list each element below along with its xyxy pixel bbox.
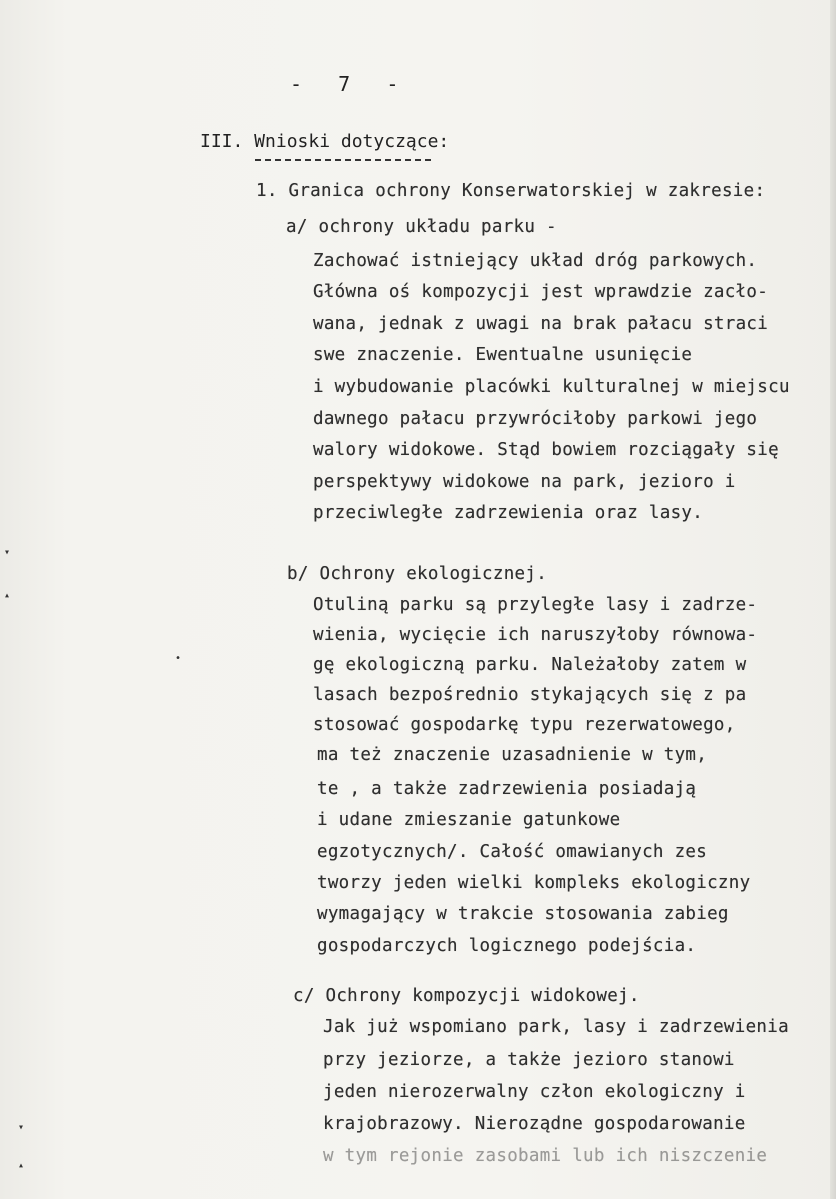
text-line: i wybudowanie placówki kulturalnej w miejscu <box>313 377 790 397</box>
text-line: perspektywy widokowe na park, jezioro i <box>313 472 736 492</box>
text-line-b: b/ Ochrony ekologicznej. <box>287 564 548 584</box>
text-line-point-1: 1. Granica ochrony Konserwatorskiej w zakresie: <box>256 181 766 201</box>
text-line: gę ekologiczną parku. Należałoby zatem w <box>313 655 747 675</box>
text-line: wana, jednak z uwagi na brak pałacu straci <box>313 314 769 334</box>
text-line: przy jeziorze, a także jezioro stanowi <box>323 1050 735 1070</box>
text-line: walory widokowe. Stąd bowiem rozciągały się <box>313 440 779 460</box>
text-line-faded: w tym rejonie zasobami lub ich niszczenie <box>323 1146 768 1166</box>
text-line: dawnego pałacu przywróciłoby parkowi jego <box>313 409 758 429</box>
page-number: - 7 - <box>290 72 399 96</box>
text-line: Zachować istniejący układ dróg parkowych. <box>313 251 758 271</box>
page-edge <box>830 0 836 1199</box>
text-line: egzotycznych/. Całość omawianych zes <box>317 842 708 862</box>
text-line: te , a także zadrzewienia posiadają <box>317 779 697 799</box>
text-line: jeden nierozerwalny człon ekologiczny i <box>323 1082 746 1102</box>
text-line-c: c/ Ochrony kompozycji widokowej. <box>293 986 640 1006</box>
text-line: stosować gospodarkę typu rezerwatowego, <box>313 715 736 735</box>
text-line: swe znaczenie. Ewentualne usunięcie <box>313 345 693 365</box>
margin-mark: ▾ <box>18 1122 25 1133</box>
margin-mark: ▴ <box>18 1160 25 1171</box>
margin-dot: • <box>175 653 182 664</box>
text-line: gospodarczych logicznego podejścia. <box>317 936 697 956</box>
text-line: Główna oś kompozycji jest wprawdzie zacło- <box>313 282 769 302</box>
text-line: i udane zmieszanie gatunkowe <box>317 810 621 830</box>
text-line: ma też znaczenie uzasadnienie w tym, <box>317 745 708 765</box>
section-heading: III. Wnioski dotyczące: <box>200 131 450 152</box>
text-line: Jak już wspomiano park, lasy i zadrzewienia <box>323 1017 789 1037</box>
heading-underline <box>255 159 431 161</box>
text-line: krajobrazowy. Nieroządne gospodarowanie <box>323 1114 746 1134</box>
text-line: Otuliną parku są przyległe lasy i zadrze- <box>313 595 758 615</box>
text-line: wienia, wycięcie ich naruszyłoby równowa- <box>313 625 758 645</box>
text-line: tworzy jeden wielki kompleks ekologiczny <box>317 873 751 893</box>
margin-mark: ▴ <box>4 590 11 601</box>
text-line-a: a/ ochrony układu parku - <box>286 217 557 237</box>
margin-mark: ▾ <box>4 547 11 558</box>
text-line: wymagający w trakcie stosowania zabieg <box>317 904 729 924</box>
text-line: lasach bezpośrednio stykających się z pa <box>313 685 747 705</box>
text-line: przeciwległe zadrzewienia oraz lasy. <box>313 503 704 523</box>
